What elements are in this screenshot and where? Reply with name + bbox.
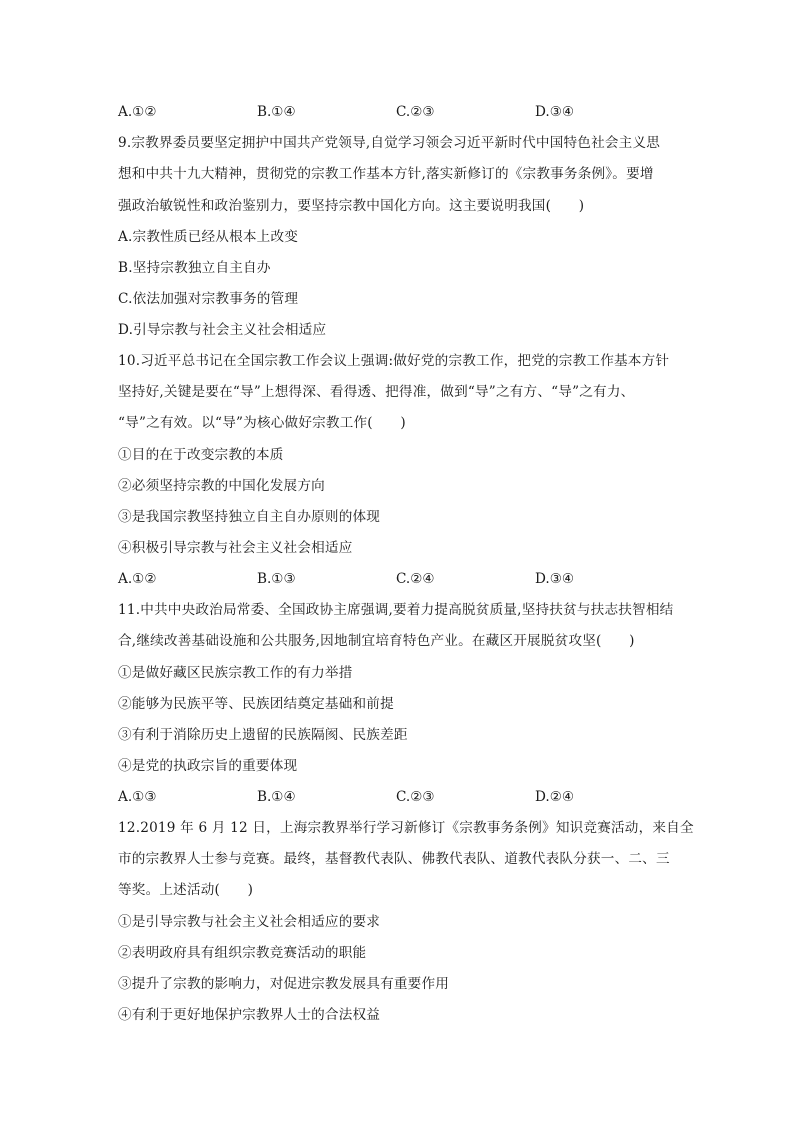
q11-stem-line-2: 合,继续改善基础设施和公共服务,因地制宜培育特色产业。在藏区开展脱贫攻坚( ) [118, 633, 635, 649]
q10-option-c: C.②④ [396, 571, 435, 587]
q8-option-c: C.②③ [396, 104, 435, 120]
q11-item-1: ①是做好藏区民族宗教工作的有力举措 [118, 665, 353, 681]
q9-choice-b: B.坚持宗教独立自主自办 [118, 260, 271, 276]
q9-stem-line-3: 强政治敏锐性和政治鉴别力，要坚持宗教中国化方向。这主要说明我国( ) [118, 198, 585, 214]
q10-item-3: ③是我国宗教坚持独立自主自办原则的体现 [118, 509, 381, 525]
q12-item-4: ④有利于更好地保护宗教界人士的合法权益 [118, 1007, 381, 1023]
q9-choice-c: C.依法加强对宗教事务的管理 [118, 291, 299, 307]
q8-option-b: B.①④ [257, 104, 296, 120]
q11-options [118, 788, 678, 806]
q10-stem-line-2: 坚持好,关键是要在“导”上想得深、看得透、把得准，做到“导”之有方、“导”之有力、 [118, 384, 635, 400]
q10-item-1: ①目的在于改变宗教的本质 [118, 447, 284, 463]
q12-stem-line-1: 12.2019 年 6 月 12 日，上海宗教界举行学习新修订《宗教事务条例》知识竞赛活动，来自全 [118, 820, 694, 836]
q12-item-1: ①是引导宗教与社会主义社会相适应的要求 [118, 914, 381, 930]
q8-option-a: A.①② [118, 104, 157, 120]
q9-choice-a: A.宗教性质已经从根本上改变 [118, 229, 299, 245]
q11-option-a: A.①③ [118, 789, 157, 805]
q10-stem-line-1: 10.习近平总书记在全国宗教工作会议上强调:做好党的宗教工作，把党的宗教工作基本方针 [118, 353, 670, 369]
q10-stem-line-3: “导”之有效。以“导”为核心做好宗教工作( ) [118, 415, 406, 431]
q11-option-c: C.②③ [396, 789, 435, 805]
q9-stem-line-1: 9.宗教界委员要坚定拥护中国共产党领导,自觉学习领会习近平新时代中国特色社会主义思 [118, 135, 661, 151]
q10-item-4: ④积极引导宗教与社会主义社会相适应 [118, 540, 353, 556]
q11-item-3: ③有利于消除历史上遗留的民族隔阂、民族差距 [118, 727, 408, 743]
q10-option-b: B.①③ [257, 571, 296, 587]
q12-stem-line-3: 等奖。上述活动( ) [118, 882, 254, 898]
q11-item-2: ②能够为民族平等、民族团结奠定基础和前提 [118, 696, 394, 712]
q10-item-2: ②必须坚持宗教的中国化发展方向 [118, 478, 325, 494]
q11-option-b: B.①④ [257, 789, 296, 805]
q10-option-a: A.①② [118, 571, 157, 587]
q11-stem-line-1: 11.中共中央政治局常委、全国政协主席强调,要着力提高脱贫质量,坚持扶贫与扶志扶智相结 [118, 602, 674, 618]
q10-option-d: D.③④ [535, 571, 575, 587]
q11-option-d: D.②④ [535, 789, 575, 805]
q9-choice-d: D.引导宗教与社会主义社会相适应 [118, 322, 327, 338]
q12-item-3: ③提升了宗教的影响力，对促进宗教发展具有重要作用 [118, 976, 450, 992]
q8-option-d: D.③④ [535, 104, 575, 120]
q12-item-2: ②表明政府具有组织宗教竞赛活动的职能 [118, 945, 367, 961]
q11-item-4: ④是党的执政宗旨的重要体现 [118, 758, 298, 774]
q10-options [118, 570, 678, 588]
q8-options [118, 103, 678, 121]
q12-stem-line-2: 市的宗教界人士参与竞赛。最终，基督教代表队、佛教代表队、道教代表队分获一、二、三 [118, 851, 670, 867]
q9-stem-line-2: 想和中共十九大精神，贯彻党的宗教工作基本方针,落实新修订的《宗教事务条例》。要增 [118, 166, 654, 182]
